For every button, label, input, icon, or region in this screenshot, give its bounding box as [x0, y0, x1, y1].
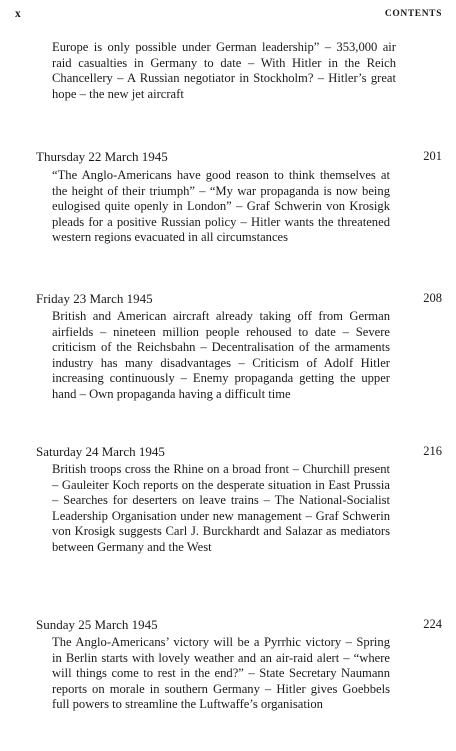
page-header: [0, 8, 456, 28]
entry-page-number: 208: [423, 291, 442, 305]
entry-heading: [0, 149, 456, 167]
entry-heading: [0, 617, 456, 635]
entry-summary: “The Anglo-Americans have good reason to think themselves at the height of their triumph” – “My war propaganda is now being eulogised quite openly in London” – Graf Schwerin von Krosigk pleads for a positive Russian policy – Hitler wants the threatened western regions evacuated in all circumstances: [52, 168, 390, 245]
contents-entry: [0, 149, 456, 245]
entry-page-number: 201: [423, 149, 442, 163]
entry-date: Friday 23 March 1945: [36, 291, 153, 306]
entry-page-number: 224: [423, 617, 442, 631]
continued-entry-text: Europe is only possible under German leadership” – 353,000 air raid casualties in Germany to date – With Hitler in the Reich Chancellery – A Russian negotiator in Stockholm? – Hitler’s great hope – the new jet aircraft: [52, 40, 396, 101]
entry-summary: The Anglo-Americans’ victory will be a Pyrrhic victory – Spring in Berlin starts with lovely weather and an air-raid alert – “where will things come to rest in the end?” – State Secretary Naumann reports on morale in southern Germany – Hitler gives Goebbels full powers to streamline the Luftwaffe’s organisation: [52, 635, 390, 712]
entry-date: Saturday 24 March 1945: [36, 444, 165, 459]
entry-heading: [0, 291, 456, 309]
contents-entry: [0, 444, 456, 554]
running-title: CONTENTS: [384, 9, 442, 19]
entry-summary: British troops cross the Rhine on a broad front – Churchill present – Gauleiter Koch reports on the desperate situation in East Prussia – Searches for deserters on leave trains – The National-Socialist Leadership Organisation under new management – Graf Schwerin von Krosigk suggests Carl J. Burckhardt and Salazar as mediators between Germany and the West: [52, 462, 390, 554]
contents-entry: [0, 617, 456, 712]
entry-date: Thursday 22 March 1945: [36, 149, 168, 164]
entry-date: Sunday 25 March 1945: [36, 617, 158, 632]
contents-entry: [0, 291, 456, 401]
entry-summary: British and American aircraft already taking off from German airfields – nineteen million people rehoused to date – Severe criticism of the Reichsbahn – Decentralisation of the armaments industry has many disadvantages – Criticism of Adolf Hitler increasing continuously – Enemy propaganda getting the upper hand – Own propaganda having a difficult time: [52, 309, 390, 401]
entry-heading: [0, 444, 456, 462]
entry-page-number: 216: [423, 444, 442, 458]
page-number: x: [15, 8, 22, 20]
